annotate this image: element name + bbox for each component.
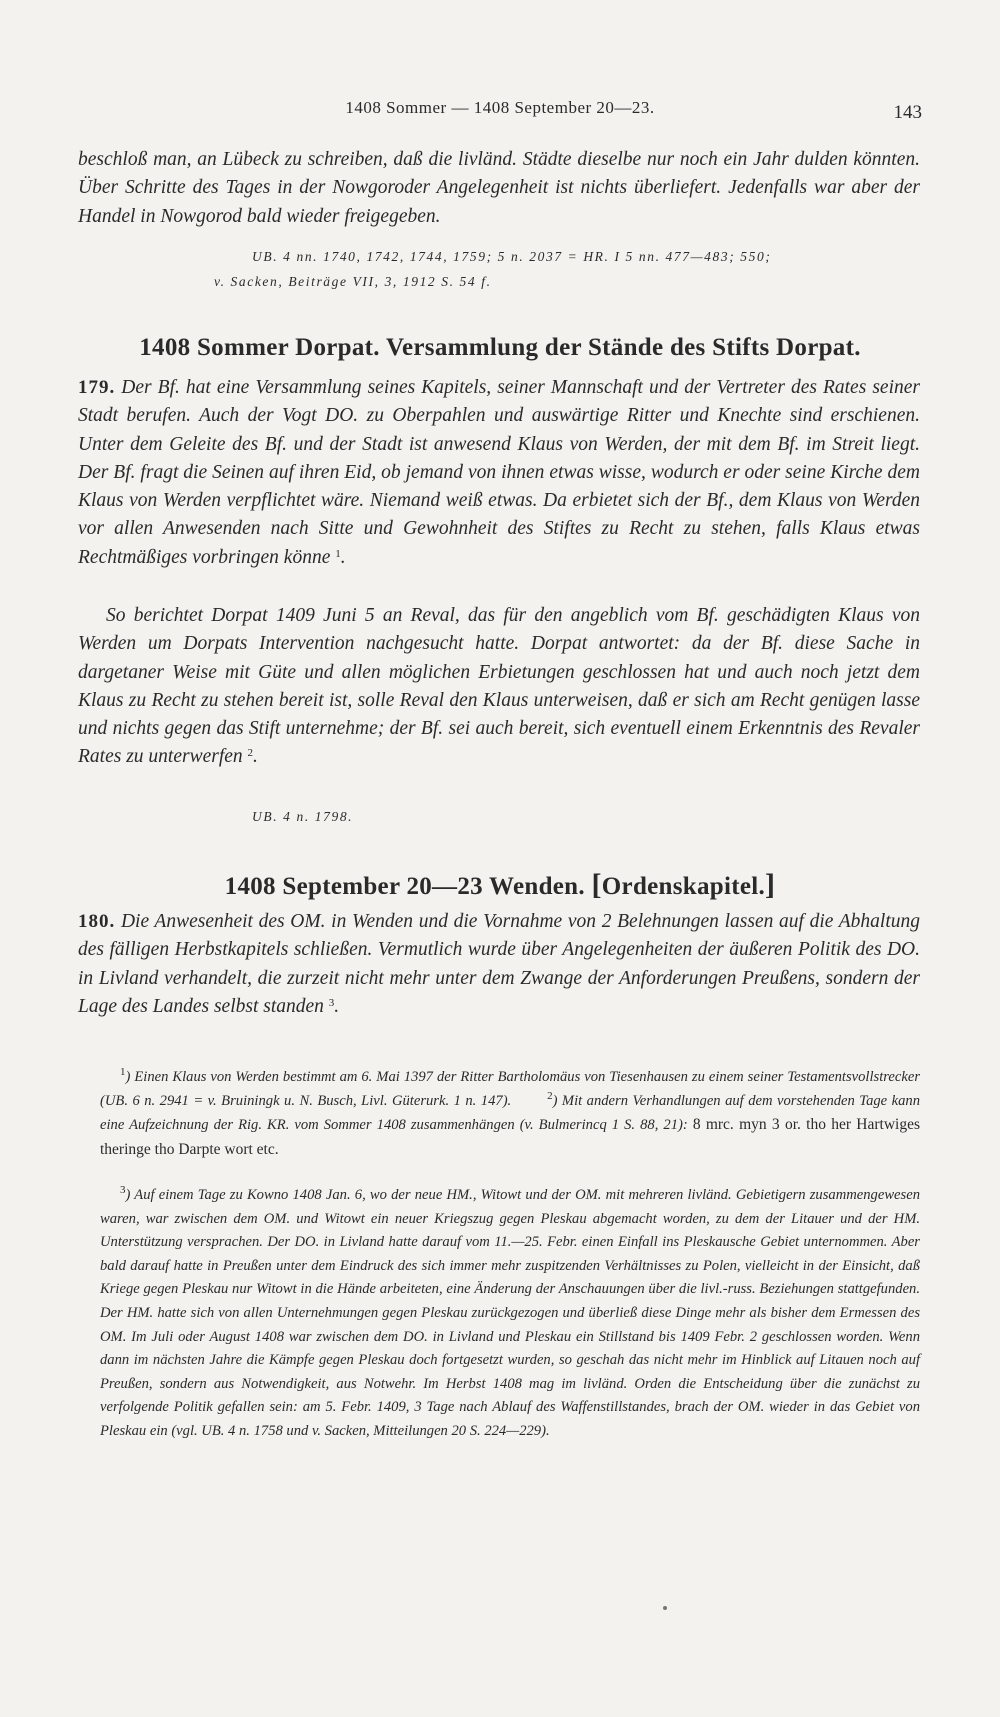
intro-paragraph: beschloß man, an Lübeck zu schreiben, daß die livländ. Städte dieselbe nur noch ein Jahr dulden könnten. Über Schritte des Tages in der Nowgoroder Angelegenheit ist nichts überliefert. Jedenfalls war aber der Handel in Nowgorod bald wieder freigegeben. [78,149,920,227]
footnote-2-mark: 2 [547,1089,553,1102]
page-number: 143 [893,102,922,123]
entry-180-heading: 1408 September 20—23 Wenden. [Ordenskapitel.] [224,868,776,901]
entry-180-heading-text: 1408 September 20—23 Wenden. [224,873,585,900]
entry-179-citation: UB. 4 n. 1798. [252,809,354,824]
footnote-3-text: Auf einem Tage zu Kowno 1408 Jan. 6, wo der neue HM., Witowt und der OM. mit mehreren livländ. Gebietigern zusammengewesen waren, war zwischen dem OM. und Witowt ein neuer Kriegszug gegen Pleskau abgemacht worden, zu dem der Litauer und der HM. Unterstützung versprachen. Der DO. in Livland hatte darauf vom 11.—25. Febr. einen Einfall ins Pleskausche Gebiet unternommen. Aber bald darauf hatte in Preußen unter dem Eindruck des sich immer mehr zuspitzenden Verhältnisses zu Polen, vielleicht in der Einsicht, daß Kriege gegen Pleskau nur Witowt in die Hände arbeiteten, eine Änderung der Anschauungen über die livl.-russ. Beziehungen stattgefunden. Der HM. hatte sich von allen Unternehmungen gegen Pleskau zurückgezogen und überließ diese Dinge mehr als bisher dem Ermessen des OM. Im Juli oder August 1408 war zwischen dem DO. in Livland und Pleskau ein Stillstand bis 1409 Febr. 2 geschlossen worden. Wenn dann im nächsten Jahre die Kämpfe gegen Pleskau doch fortgesetzt wurden, so geschah das nicht mehr im Hinblick auf Litauen noch auf Preußen, sondern aus Notwendigkeit, aus Notwehr. Im Herbst 1408 mag im livländ. Orden die Entscheidung über die zunächst zu verfolgende Politik gefallen sein: am 5. Febr. 1409, 3 Tage nach Ablauf des Waffenstillstandes, brach der OM. wieder in das Gebiet von Pleskau ein (vgl. UB. 4 n. 1758 und v. Sacken, Mitteilungen 20 S. 224—229). [100,1187,920,1439]
footnote-ref-1: 1 [335,547,341,560]
entry-179-text: Der Bf. hat eine Versammlung seines Kapitels, seiner Mannschaft und der Vertreter des Rates seiner Stadt berufen. Auch der Vogt DO. zu Oberpahlen und auswärtige Ritter und Knechte sind erschienen. Unter dem Geleite des Bf. und der Stadt ist anwesend Klaus von Werden, der mit dem Bf. im Streit liegt. Der Bf. fragt die Seinen auf ihren Eid, ob jemand von ihnen etwas wisse, wodurch er oder seine Kirche dem Klaus von Werden verpflichtet wäre. Niemand weiß etwas. Da erbietet sich der Bf., dem Klaus von Werden vor allen Anwesenden nach Sitte und Gewohnheit des Stiftes zu Recht zu stehen, falls Klaus etwas Rechtmäßiges vorbringen könne [78,377,920,568]
footnote-ref-3: 3 [328,996,335,1009]
entry-179-report-text: So berichtet Dorpat 1409 Juni 5 an Reval, das für den angeblich vom Bf. geschädigten Klaus von Werden um Dorpats Intervention nachgesucht hatte. Dorpat antwortet: da der Bf. diese Sache in dargetaner Weise mit Güte und allen möglichen Erbietungen geschlossen hat und auch noch jetzt dem Klaus zu Recht zu stehen bereit ist, solle Reval den Klaus unterweisen, daß er sich am Recht genügen lasse und nichts gegen das Stift unternehme; der Bf. sei auch bereit, sich eventuell einem Erkenntnis des Revaler Rates zu unterwerfen [78,605,920,768]
footnote-1-text: Einen Klaus von Werden bestimmt am 6. Mai 1397 der Ritter Bartholomäus von Tiesenhausen zu einem seiner Testamentsvollstrecker (UB. 6 n. 2941 = v. Bruiningk u. N. Busch, Livl. Güterurk. 1 n. 147). [100,1069,920,1109]
entry-179-number: 179. [78,377,116,398]
running-head [78,98,922,128]
footnote-1-2: $^1$) Einen Klaus von Werden bestimmt am 6. Mai 1397 der Ritter Bartholomäus von Tiesenhausen zu einem seiner Testamentsvollstrecker (UB. 6 n. 2941 = v. Bruiningk u. N. Busch, Livl. Güterurk. 1 n. 147). $^2$) Mit andern Verhandlungen auf dem vorstehenden Tage kann eine Aufzeichnung der Rig. KR. vom Sommer 1408 zusammenhängen (v. Bulmerincq 1 S. 88, 21): 8 mrc. myn 3 or. tho her Hartwiges theringe tho Darpte wort etc. [100,1066,921,1158]
ink-speck [663,1606,667,1610]
intro-citation-line1: UB. 4 nn. 1740, 1742, 1744, 1759; 5 n. 2037 = HR. I 5 nn. 477—483; 550; [252,249,772,264]
footnote-2-quote: 8 mrc. myn 3 or. tho her Hartwiges theringe tho Darpte wort etc. [100,1116,921,1158]
entry-179-paragraph: 179. Der Bf. hat eine Versammlung seines Kapitels, seiner Mannschaft und der Vertreter des Rates seiner Stadt berufen. Auch der Vogt DO. zu Oberpahlen und auswärtige Ritter und Knechte sind erschienen. Unter dem Geleite des Bf. und der Stadt ist anwesend Klaus von Werden, der mit dem Bf. im Streit liegt. Der Bf. fragt die Seinen auf ihren Eid, ob jemand von ihnen etwas wisse, wodurch er oder seine Kirche dem Klaus von Werden verpflichtet wäre. Niemand weiß etwas. Da erbietet sich der Bf., dem Klaus von Werden vor allen Anwesenden nach Sitte und Gewohnheit des Stiftes zu Recht zu stehen, falls Klaus etwas Rechtmäßiges vorbringen könne $^1$. [78,377,920,568]
entry-180-heading-bracket: Ordenskapitel. [601,873,766,900]
running-title: 1408 Sommer — 1408 September 20—23. [345,98,655,117]
footnote-1-mark: 1 [120,1066,126,1078]
entry-180-paragraph: 180. Die Anwesenheit des OM. in Wenden und die Vornahme von 2 Belehnungen lassen auf die Abhaltung des fälligen Herbstkapitels schließen. Vermutlich wurde über Angelegenheiten der äußeren Politik des DO. in Livland verhandelt, die zurzeit nicht mehr unter dem Zwange der Anforderungen Preußens, sondern der Lage des Landes selbst standen $^3$. [78,911,921,1017]
footnote-3: $^3$) Auf einem Tage zu Kowno 1408 Jan. 6, wo der neue HM., Witowt und der OM. mit mehreren livländ. Gebietigern zusammengewesen waren, war zwischen dem OM. und Witowt ein neuer Kriegszug gegen Pleskau abgemacht worden, zu dem der Litauer und der HM. Unterstützung versprachen. Der DO. in Livland hatte darauf vom 11.—25. Febr. einen Einfall ins Pleskausche Gebiet unternommen. Aber bald darauf hatte in Preußen unter dem Eindruck des sich immer mehr zuspitzenden Verhältnisses zu Polen, vielleicht in der Einsicht, daß Kriege gegen Pleskau nur Witowt in die Hände arbeiteten, eine Änderung der Anschauungen über die livl.-russ. Beziehungen stattgefunden. Der HM. hatte sich von allen Unternehmungen gegen Pleskau zurückgezogen und überließ diese Dinge mehr als bisher dem Ermessen des OM. Im Juli oder August 1408 war zwischen dem DO. in Livland und Pleskau ein Stillstand bis 1409 Febr. 2 geschlossen worden. Wenn dann im nächsten Jahre die Kämpfe gegen Pleskau doch fortgesetzt wurden, so geschah das nicht mehr im Hinblick auf Litauen noch auf Preußen, sondern aus Notwendigkeit, aus Notwehr. Im Herbst 1408 mag im livländ. Orden die Entscheidung über die zunächst zu verfolgende Politik gefallen sein: am 5. Febr. 1409, 3 Tage nach Ablauf des Waffenstillstandes, brach der OM. wieder in das Gebiet von Pleskau ein (vgl. UB. 4 n. 1758 und v. Sacken, Mitteilungen 20 S. 224—229). [100,1184,920,1439]
entry-180-number: 180. [78,911,116,932]
footnote-3-mark: 3 [120,1184,126,1196]
footnote-2-text: Mit andern Verhandlungen auf dem vorstehenden Tage kann eine Aufzeichnung der Rig. KR. vom Sommer 1408 zusammenhängen (v. Bulmerincq 1 S. 88, 21): [100,1092,920,1134]
entry-180-text: Die Anwesenheit des OM. in Wenden und die Vornahme von 2 Belehnungen lassen auf die Abhaltung des fälligen Herbstkapitels schließen. Vermutlich wurde über Angelegenheiten der äußeren Politik des DO. in Livland verhandelt, die zurzeit nicht mehr unter dem Zwange der Anforderungen Preußens, sondern der Lage des Landes selbst standen [78,911,921,1017]
entry-179-report: So berichtet Dorpat 1409 Juni 5 an Reval, das für den angeblich vom Bf. geschädigten Klaus von Werden um Dorpats Intervention nachgesucht hatte. Dorpat antwortet: da der Bf. diese Sache in dargetaner Weise mit Güte und allen möglichen Erbietungen geschlossen hat und auch noch jetzt dem Klaus zu Recht zu stehen bereit ist, solle Reval den Klaus unterweisen, daß er sich am Recht genügen lasse und nichts gegen das Stift unternehme; der Bf. sei auch bereit, sich eventuell einem Erkenntnis des Revaler Rates zu unterwerfen $^2$. [78,605,920,768]
entry-179-heading: 1408 Sommer Dorpat. Versammlung der Stände des Stifts Dorpat. [139,334,861,361]
footnote-ref-2: 2 [247,747,254,760]
intro-citation-line2: v. Sacken, Beiträge VII, 3, 1912 S. 54 f. [214,274,492,289]
